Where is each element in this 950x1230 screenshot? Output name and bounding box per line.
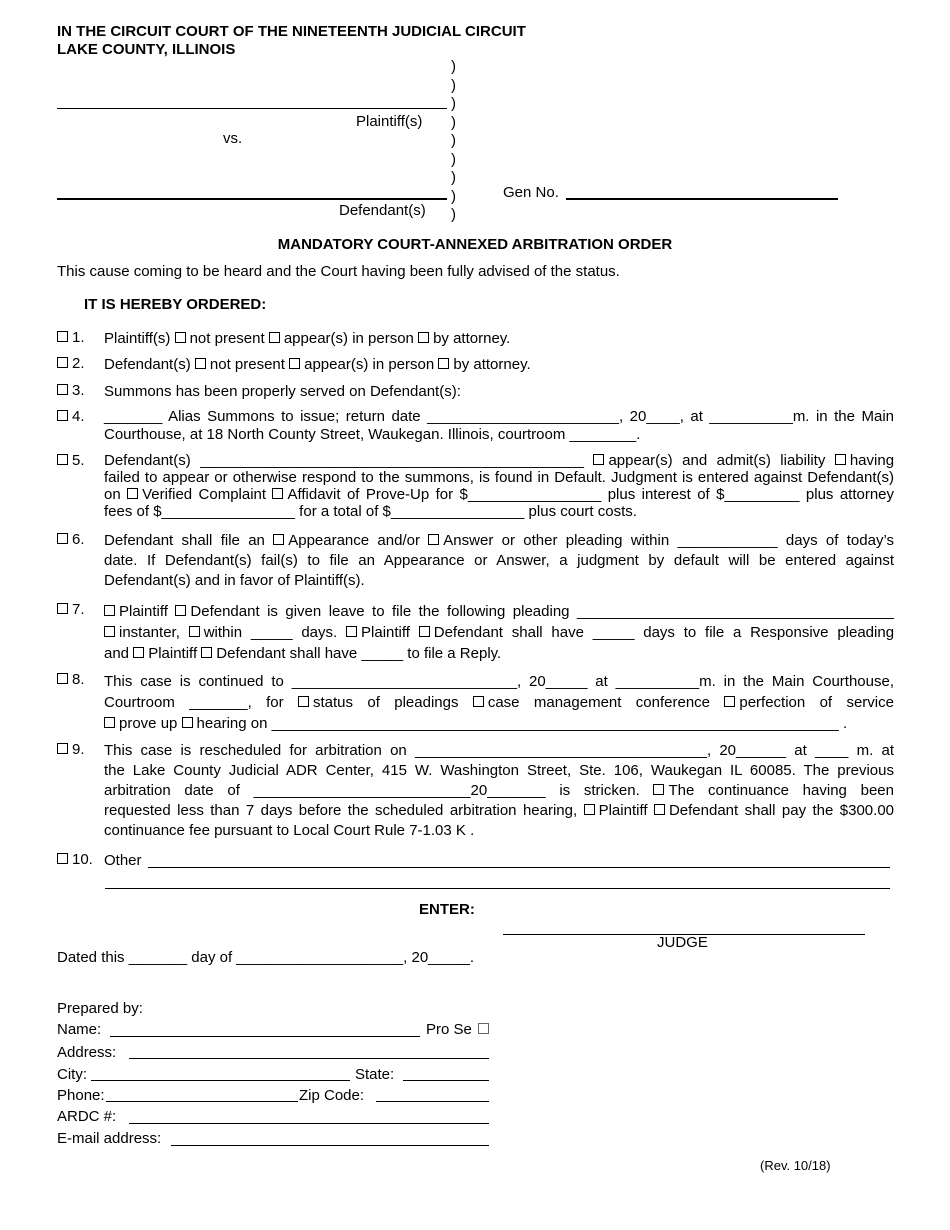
by-attorney-checkbox[interactable] — [418, 332, 429, 343]
answer-label: Answer or other pleading within ____________ days of today’s — [443, 532, 895, 549]
previous-date-label: arbitration date of __________________________20_______ is stricken. — [104, 782, 640, 799]
item-number: 8. — [72, 671, 85, 688]
item-6-checkbox[interactable] — [57, 533, 68, 544]
gen-no-label: Gen No. — [503, 184, 559, 201]
paren: ) — [451, 169, 456, 186]
item-8-checkbox[interactable] — [57, 673, 68, 684]
appear-in-person-checkbox[interactable] — [289, 358, 300, 369]
by-attorney-label: by attorney. — [433, 330, 511, 347]
on-label: on — [104, 486, 121, 503]
item-8-line-1: This case is continued to ___________________________, 20_____ at __________m. in the Main Courthouse, — [104, 673, 894, 690]
item-3-checkbox[interactable] — [57, 384, 68, 395]
judge-label: JUDGE — [657, 934, 708, 951]
defendant-checkbox[interactable] — [175, 605, 186, 616]
item-number: 5. — [72, 452, 85, 469]
plaintiff-checkbox[interactable] — [584, 804, 595, 815]
appear-in-person-checkbox[interactable] — [269, 332, 280, 343]
item-9-line-1: This case is rescheduled for arbitration on ___________________________________, 20______ at ____ m. at — [104, 742, 894, 759]
defendant-checkbox[interactable] — [654, 804, 665, 815]
item-4-line-1: _______ Alias Summons to issue; return date _______________________, 20____, at __________m. in the Main — [104, 408, 894, 425]
other-line-1[interactable] — [148, 867, 890, 868]
not-present-label: not present — [209, 356, 285, 373]
item-7-checkbox[interactable] — [57, 603, 68, 614]
by-attorney-checkbox[interactable] — [438, 358, 449, 369]
item-1-party: Plaintiff(s) — [104, 330, 171, 347]
phone-label: Phone: — [57, 1087, 105, 1104]
item-number: 9. — [72, 741, 85, 758]
not-present-checkbox[interactable] — [175, 332, 186, 343]
vs-label: vs. — [223, 130, 243, 147]
prove-up-label: prove up — [119, 715, 178, 732]
paren: ) — [451, 132, 456, 149]
appearance-checkbox[interactable] — [273, 534, 284, 545]
case-management-checkbox[interactable] — [473, 696, 484, 707]
defendant-fee-label: Defendant shall pay the $300.00 — [668, 802, 894, 819]
state-label: State: — [355, 1066, 395, 1083]
plaintiff-label: Plaintiff(s) — [356, 113, 423, 130]
hearing-on-label: hearing on ____________________________________________________________________ . — [196, 715, 848, 732]
having-failed-label: having — [849, 452, 895, 469]
within-checkbox[interactable] — [189, 626, 200, 637]
not-present-label: not present — [189, 330, 265, 347]
name-label: Name: — [57, 1021, 102, 1038]
verified-complaint-label: Verified Complaint — [142, 486, 267, 503]
item-4-line-2: Courthouse, at 18 North County Street, Waukegan. Illinois, courtroom ________. — [104, 426, 641, 443]
paren: ) — [451, 113, 456, 131]
item-5-line-2: failed to appear or otherwise respond to the summons, is found in Default. Judgment is entered against Defendant(s) — [104, 469, 894, 486]
plaintiff-name-line[interactable] — [57, 108, 447, 109]
instanter-checkbox[interactable] — [104, 626, 115, 637]
requested-label: requested less than 7 days before the scheduled arbitration hearing, — [104, 802, 578, 819]
reply-label: Defendant shall have _____ to file a Reply. — [216, 645, 502, 662]
item-6-line-2: date. If Defendant(s) fail(s) to file an Appearance or Answer, a judgment by default will be entered against — [104, 552, 894, 569]
zip-field[interactable] — [376, 1101, 489, 1102]
prepared-by-heading: Prepared by: — [57, 1000, 143, 1017]
plaintiff-label: Plaintiff — [361, 624, 410, 641]
plaintiff-checkbox[interactable] — [346, 626, 357, 637]
instanter-label: instanter, — [119, 624, 180, 641]
defendant-name-blank: Defendant(s) ______________________________________________ — [104, 452, 584, 469]
item-number: 10. — [72, 851, 93, 868]
pro-se-label: Pro Se — [426, 1021, 493, 1038]
item-number: 4. — [72, 408, 85, 425]
phone-field[interactable] — [106, 1101, 298, 1102]
revision-label: (Rev. 10/18) — [760, 1158, 831, 1173]
defendant-checkbox[interactable] — [419, 626, 430, 637]
ardc-field[interactable] — [129, 1123, 489, 1124]
item-1-checkbox[interactable] — [57, 331, 68, 342]
court-heading: IN THE CIRCUIT COURT OF THE NINETEENTH JUDICIAL CIRCUIT — [57, 23, 526, 40]
other-line-2[interactable] — [105, 888, 890, 889]
hearing-on-checkbox[interactable] — [182, 717, 193, 728]
defendant-name-line[interactable] — [57, 198, 447, 200]
responsive-pleading-label: Defendant shall have _____ days to file a Responsive pleading — [433, 624, 895, 641]
and-label: and — [104, 645, 130, 662]
perfection-service-checkbox[interactable] — [724, 696, 735, 707]
plaintiff-label: Plaintiff — [119, 603, 168, 620]
item-3-text: Summons has been properly served on Defendant(s): — [104, 383, 461, 400]
dated-line: Dated this _______ day of ____________________, 20_____. — [57, 949, 475, 966]
plaintiff-label: Plaintiff — [148, 645, 198, 662]
plaintiff-checkbox[interactable] — [133, 647, 144, 658]
verified-complaint-checkbox[interactable] — [127, 488, 138, 499]
state-field[interactable] — [403, 1080, 489, 1081]
affidavit-label: Affidavit of Prove-Up for $________________ plus interest of $_________ plus attorney — [287, 486, 895, 503]
item-4-checkbox[interactable] — [57, 410, 68, 421]
county-heading: LAKE COUNTY, ILLINOIS — [57, 41, 236, 58]
paren: ) — [451, 58, 456, 75]
caption-parentheses — [451, 58, 456, 225]
item-2-party: Defendant(s) — [104, 356, 191, 373]
address-field[interactable] — [129, 1058, 489, 1059]
item-5-checkbox[interactable] — [57, 454, 68, 465]
plaintiff-label: Plaintiff — [598, 802, 648, 819]
ardc-label: ARDC #: — [57, 1108, 117, 1125]
item-6-line-3: Defendant(s) and in favor of Plaintiff(s). — [104, 572, 365, 589]
status-pleadings-checkbox[interactable] — [298, 696, 309, 707]
paren: ) — [451, 150, 456, 168]
by-attorney-label: by attorney. — [453, 356, 531, 373]
item-number: 7. — [72, 601, 85, 618]
item-number: 3. — [72, 382, 85, 399]
within-days-label: within _____ days. — [203, 624, 338, 641]
paren: ) — [451, 95, 456, 112]
item-10-checkbox[interactable] — [57, 853, 68, 864]
paren: ) — [451, 76, 456, 94]
defendant-label: Defendant(s) — [339, 202, 426, 219]
continuance-label: The continuance having been — [668, 782, 894, 799]
admit-liability-label: appear(s) and admit(s) liability — [608, 452, 826, 469]
not-present-checkbox[interactable] — [195, 358, 206, 369]
status-pleadings-label: status of pleadings — [313, 694, 459, 711]
appear-in-person-label: appear(s) in person — [283, 330, 414, 347]
paren: ) — [451, 187, 456, 205]
zip-label: Zip Code: — [299, 1087, 365, 1104]
item-6-text-a: Defendant shall file an — [104, 532, 265, 549]
ordered-heading: IT IS HEREBY ORDERED: — [84, 296, 267, 313]
item-number: 6. — [72, 531, 85, 548]
paren: ) — [451, 206, 456, 223]
enter-label: ENTER: — [419, 901, 475, 918]
defendant-pleading-label: Defendant is given leave to file the following pleading ______________________________________ — [190, 603, 894, 620]
prove-up-checkbox[interactable] — [104, 717, 115, 728]
intro-text: This cause coming to be heard and the Court having been fully advised of the status. — [57, 263, 620, 280]
answer-checkbox[interactable] — [428, 534, 439, 545]
defendant-checkbox[interactable] — [201, 647, 212, 658]
continuance-checkbox[interactable] — [653, 784, 664, 795]
city-field[interactable] — [91, 1080, 350, 1081]
appear-in-person-label: appear(s) in person — [304, 356, 435, 373]
other-label: Other — [104, 852, 142, 869]
having-failed-checkbox[interactable] — [835, 454, 846, 465]
item-number: 1. — [72, 329, 85, 346]
email-field[interactable] — [171, 1145, 489, 1146]
admit-liability-checkbox[interactable] — [593, 454, 604, 465]
item-9-line-2: the Lake County Judicial ADR Center, 415 W. Washington Street, Ste. 106, Waukegan IL 60085. The previous — [104, 762, 894, 779]
appearance-label: Appearance and/or — [288, 532, 420, 549]
item-number: 2. — [72, 355, 85, 372]
gen-no-field[interactable] — [566, 198, 838, 200]
perfection-service-label: perfection of service — [739, 694, 894, 711]
name-field[interactable] — [110, 1036, 420, 1037]
affidavit-checkbox[interactable] — [272, 488, 283, 499]
item-2-checkbox[interactable] — [57, 357, 68, 368]
city-label: City: — [57, 1066, 87, 1083]
item-5-line-4: fees of $________________ for a total of $________________ plus court costs. — [104, 503, 637, 520]
address-label: Address: — [57, 1044, 117, 1061]
item-9-line-5: continuance fee pursuant to Local Court Rule 7-1.03 K . — [104, 822, 475, 839]
form-title: MANDATORY COURT-ANNEXED ARBITRATION ORDER — [277, 236, 673, 253]
pro-se-checkbox[interactable] — [478, 1023, 489, 1034]
plaintiff-checkbox[interactable] — [104, 605, 115, 616]
email-label: E-mail address: — [57, 1130, 162, 1147]
case-management-label: case management conference — [487, 694, 710, 711]
item-9-checkbox[interactable] — [57, 743, 68, 754]
courtroom-label: Courtroom _______, for — [104, 694, 284, 711]
